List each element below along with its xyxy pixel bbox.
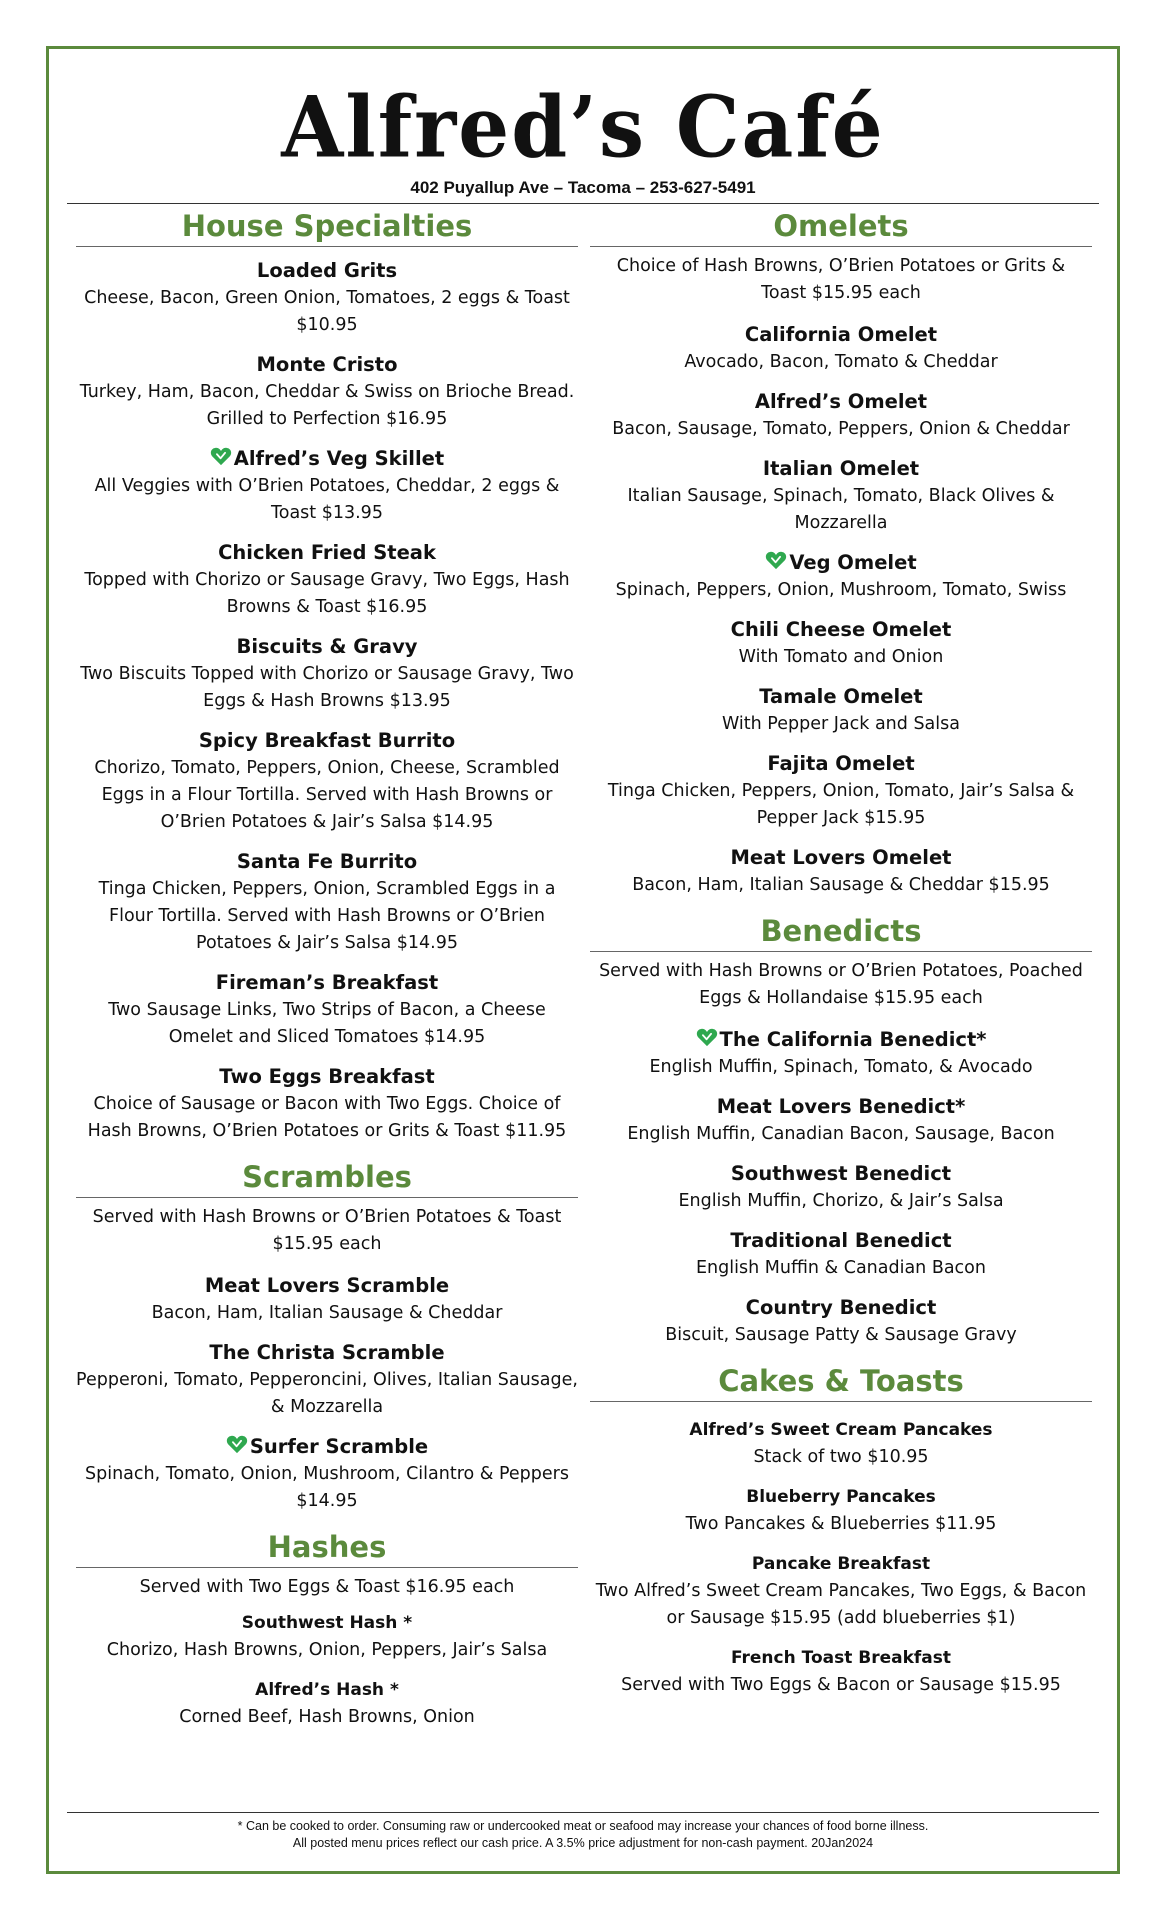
section-intro: Served with Hash Browns or O’Brien Potatoes & Toast $15.95 each <box>92 1207 562 1254</box>
section-house-specialties <box>76 206 578 1145</box>
menu-item-description: With Pepper Jack and Salsa <box>722 714 960 734</box>
menu-item-name: Chicken Fried Steak <box>218 541 436 564</box>
page-title: Alfred’s Café <box>281 77 885 177</box>
menu-item-name: Alfred’s Veg Skillet <box>233 447 445 470</box>
section-divider <box>76 1197 578 1198</box>
menu-item-name: Monte Cristo <box>256 353 398 376</box>
menu-item <box>590 321 1092 376</box>
menu-item-name: French Toast Breakfast <box>730 1648 952 1668</box>
menu-item-name: Alfred’s Omelet <box>754 390 928 413</box>
menu-item-name-row <box>76 633 578 661</box>
header-divider <box>67 203 1099 204</box>
menu-item <box>590 844 1092 899</box>
section-cakes-toasts <box>590 1361 1092 1699</box>
menu-item <box>76 969 578 1051</box>
menu-item-description: Chorizo, Tomato, Peppers, Onion, Cheese, Scrambled Eggs in a Flour Tortilla. Served with Hash Browns or O’Brien Potatoes & Jair’s Salsa $14.95 <box>94 758 560 832</box>
menu-item <box>76 1609 578 1664</box>
menu-item-name: California Omelet <box>744 323 938 346</box>
menu-item <box>590 1026 1092 1081</box>
menu-item <box>590 1550 1092 1632</box>
menu-item-name-row <box>590 455 1092 483</box>
menu-item-name: Veg Omelet <box>789 551 917 574</box>
menu-item-description: With Tomato and Onion <box>738 647 944 667</box>
section-title: Benedicts <box>760 914 922 948</box>
right-column <box>590 206 1092 1711</box>
menu-item-name: Alfred’s Hash * <box>255 1680 399 1700</box>
section-omelets <box>590 206 1092 899</box>
menu-item <box>76 539 578 621</box>
menu-item-description: Spinach, Peppers, Onion, Mushroom, Tomato, Swiss <box>615 580 1067 600</box>
menu-item-description: Two Pancakes & Blueberries $11.95 <box>685 1514 997 1534</box>
menu-item-name: Southwest Benedict <box>730 1162 952 1185</box>
menu-item-name-row <box>76 445 578 473</box>
menu-item-description: Avocado, Bacon, Tomato & Cheddar <box>684 352 998 372</box>
menu-item-name: Meat Lovers Benedict* <box>716 1095 966 1118</box>
menu-item-description: Bacon, Ham, Italian Sausage & Cheddar $15.95 <box>632 875 1050 895</box>
footer-divider <box>67 1812 1099 1813</box>
menu-item <box>590 1644 1092 1699</box>
menu-item-name-row <box>590 1093 1092 1121</box>
menu-item-name: The California Benedict* <box>719 1028 987 1051</box>
menu-item-name-row <box>76 1063 578 1091</box>
menu-item-name-row <box>590 1483 1092 1511</box>
menu-item-description: Turkey, Ham, Bacon, Cheddar & Swiss on Brioche Bread. Grilled to Perfection $16.95 <box>79 382 575 429</box>
menu-item-name: Fajita Omelet <box>767 752 915 775</box>
section-intro: Served with Two Eggs & Toast $16.95 each <box>139 1577 515 1597</box>
menu-item-name: Meat Lovers Scramble <box>204 1274 450 1297</box>
menu-item-name-row <box>76 969 578 997</box>
menu-item-description: Tinga Chicken, Peppers, Onion, Scrambled Eggs in a Flour Tortilla. Served with Hash Browns or O’Brien Potatoes & Jair’s Salsa $14.95 <box>98 879 556 953</box>
menu-item-description: Served with Two Eggs & Bacon or Sausage $15.95 <box>621 1675 1061 1695</box>
section-title: House Specialties <box>181 209 473 243</box>
footer-note <box>0 1818 1166 1852</box>
menu-item-name-row <box>590 844 1092 872</box>
footer-line: All posted menu prices reflect our cash price. A 3.5% price adjustment for non-cash payment. 20Jan2024 <box>292 1836 874 1850</box>
menu-item-name: Loaded Grits <box>256 259 398 282</box>
section-benedicts <box>590 911 1092 1349</box>
menu-item-name-row <box>76 257 578 285</box>
menu-item-name-row <box>590 683 1092 711</box>
menu-item <box>76 1339 578 1421</box>
menu-item-name: Meat Lovers Omelet <box>730 846 952 869</box>
menu-item-name-row <box>76 1609 578 1637</box>
heart-icon <box>226 1434 248 1454</box>
item-list <box>590 321 1092 899</box>
menu-item-description: Bacon, Ham, Italian Sausage & Cheddar <box>151 1303 503 1323</box>
section-divider <box>590 951 1092 952</box>
menu-item-description: Topped with Chorizo or Sausage Gravy, Two Eggs, Hash Browns & Toast $16.95 <box>84 570 570 617</box>
menu-item-name-row <box>590 1644 1092 1672</box>
menu-item <box>590 750 1092 832</box>
section-intro: Choice of Hash Browns, O’Brien Potatoes or Grits & Toast $15.95 each <box>616 256 1066 303</box>
menu-item-name: Fireman’s Breakfast <box>215 971 439 994</box>
menu-item <box>590 1160 1092 1215</box>
menu-item-name-row <box>590 321 1092 349</box>
menu-item-name-row <box>590 549 1092 577</box>
menu-item <box>76 1433 578 1515</box>
heart-icon <box>765 550 787 570</box>
menu-item-name-row <box>590 1160 1092 1188</box>
item-list <box>76 257 578 1145</box>
menu-item-name-row <box>590 388 1092 416</box>
menu-item-description: English Muffin, Canadian Bacon, Sausage, Bacon <box>627 1124 1055 1144</box>
menu-item <box>590 1093 1092 1148</box>
section-intro: Served with Hash Browns or O’Brien Potatoes, Poached Eggs & Hollandaise $15.95 each <box>599 961 1083 1008</box>
menu-item-name: Blueberry Pancakes <box>746 1487 936 1507</box>
menu-item-name: Chili Cheese Omelet <box>730 618 952 641</box>
menu-item-name-row <box>76 539 578 567</box>
menu-item-name: Country Benedict <box>745 1296 937 1319</box>
menu-item-description: Pepperoni, Tomato, Pepperoncini, Olives, Italian Sausage, & Mozzarella <box>76 1370 578 1417</box>
section-title: Cakes & Toasts <box>718 1364 964 1398</box>
section-title: Hashes <box>267 1530 387 1564</box>
menu-item-name-row <box>590 1294 1092 1322</box>
menu-item-name: Traditional Benedict <box>730 1229 952 1252</box>
menu-item <box>590 1416 1092 1471</box>
menu-item <box>76 445 578 527</box>
menu-item-name-row <box>590 750 1092 778</box>
menu-item-name-row <box>76 1272 578 1300</box>
menu-item-description: Choice of Sausage or Bacon with Two Eggs. Choice of Hash Browns, O’Brien Potatoes or Grits & Toast $11.95 <box>87 1094 567 1141</box>
menu-item-name-row <box>76 1433 578 1461</box>
menu-item-name-row <box>76 1339 578 1367</box>
menu-item-name-row <box>590 1026 1092 1054</box>
item-list <box>76 1609 578 1731</box>
menu-item <box>76 257 578 339</box>
menu-item-description: Chorizo, Hash Browns, Onion, Peppers, Jair’s Salsa <box>106 1640 548 1660</box>
menu-item <box>590 455 1092 537</box>
menu-item <box>76 1272 578 1327</box>
menu-item-name-row <box>590 1227 1092 1255</box>
menu-item-name-row <box>590 1550 1092 1578</box>
menu-item-description: Cheese, Bacon, Green Onion, Tomatoes, 2 eggs & Toast $10.95 <box>84 288 570 335</box>
menu-item-name: Biscuits & Gravy <box>236 635 418 658</box>
menu-item <box>590 616 1092 671</box>
section-title: Omelets <box>773 209 909 243</box>
menu-item-description: Bacon, Sausage, Tomato, Peppers, Onion & Cheddar <box>612 419 1070 439</box>
menu-item <box>76 1676 578 1731</box>
item-list <box>590 1416 1092 1699</box>
menu-item-name: Two Eggs Breakfast <box>219 1065 435 1088</box>
menu-item <box>590 1294 1092 1349</box>
section-title: Scrambles <box>242 1160 412 1194</box>
menu-item-description: Corned Beef, Hash Browns, Onion <box>179 1707 475 1727</box>
menu-item-name: Southwest Hash * <box>241 1613 413 1633</box>
menu-item <box>76 727 578 836</box>
menu-item-description: Two Biscuits Topped with Chorizo or Sausage Gravy, Two Eggs & Hash Browns $13.95 <box>80 664 574 711</box>
menu-item <box>590 549 1092 604</box>
section-divider <box>76 1567 578 1568</box>
menu-item-description: Two Sausage Links, Two Strips of Bacon, a Cheese Omelet and Sliced Tomatoes $14.95 <box>108 1000 546 1047</box>
section-hashes <box>76 1527 578 1731</box>
section-scrambles <box>76 1157 578 1515</box>
menu-item <box>590 388 1092 443</box>
menu-item-description: English Muffin, Chorizo, & Jair’s Salsa <box>678 1191 1004 1211</box>
item-list <box>590 1026 1092 1349</box>
menu-item-name-row <box>590 616 1092 644</box>
menu-item <box>76 633 578 715</box>
menu-item <box>590 1483 1092 1538</box>
menu-item-description: Spinach, Tomato, Onion, Mushroom, Cilantro & Peppers $14.95 <box>85 1464 569 1511</box>
section-divider <box>590 1401 1092 1402</box>
menu-item <box>76 351 578 433</box>
menu-item <box>76 848 578 957</box>
menu-item-name: Italian Omelet <box>762 457 920 480</box>
menu-item <box>590 683 1092 738</box>
menu-item-name-row <box>76 1676 578 1704</box>
menu-item-name: Tamale Omelet <box>759 685 923 708</box>
heart-icon <box>696 1027 718 1047</box>
item-list <box>76 1272 578 1515</box>
menu-item-name-row <box>76 848 578 876</box>
section-divider <box>76 246 578 247</box>
menu-item-name: Santa Fe Burrito <box>236 850 418 873</box>
heart-icon <box>210 446 232 466</box>
menu-item-description: Italian Sausage, Spinach, Tomato, Black Olives & Mozzarella <box>627 486 1055 533</box>
menu-item <box>76 1063 578 1145</box>
address-line: 402 Puyallup Ave – Tacoma – 253-627-5491 <box>410 178 756 197</box>
menu-item-description: Two Alfred’s Sweet Cream Pancakes, Two Eggs, & Bacon or Sausage $15.95 (add blueberries $1) <box>595 1581 1087 1628</box>
left-column <box>76 206 578 1743</box>
menu-item-name: Pancake Breakfast <box>751 1554 931 1574</box>
menu-item-description: Biscuit, Sausage Patty & Sausage Gravy <box>665 1325 1017 1345</box>
menu-item-description: Stack of two $10.95 <box>753 1447 929 1467</box>
menu-item-description: English Muffin, Spinach, Tomato, & Avocado <box>649 1057 1033 1077</box>
menu-item-name: Alfred’s Sweet Cream Pancakes <box>689 1420 993 1440</box>
menu-item-description: Tinga Chicken, Peppers, Onion, Tomato, Jair’s Salsa & Pepper Jack $15.95 <box>607 781 1075 828</box>
menu-item-name-row <box>590 1416 1092 1444</box>
menu-item-name: Surfer Scramble <box>249 1435 429 1458</box>
menu-item <box>590 1227 1092 1282</box>
menu-item-name: The Christa Scramble <box>209 1341 445 1364</box>
menu-item-description: All Veggies with O’Brien Potatoes, Cheddar, 2 eggs & Toast $13.95 <box>94 476 560 523</box>
menu-item-description: English Muffin & Canadian Bacon <box>696 1258 986 1278</box>
menu-item-name: Spicy Breakfast Burrito <box>198 729 456 752</box>
footer-line: * Can be cooked to order. Consuming raw or undercooked meat or seafood may increase your chances of food borne illness. <box>237 1819 929 1833</box>
section-divider <box>590 246 1092 247</box>
menu-item-name-row <box>76 727 578 755</box>
menu-item-name-row <box>76 351 578 379</box>
